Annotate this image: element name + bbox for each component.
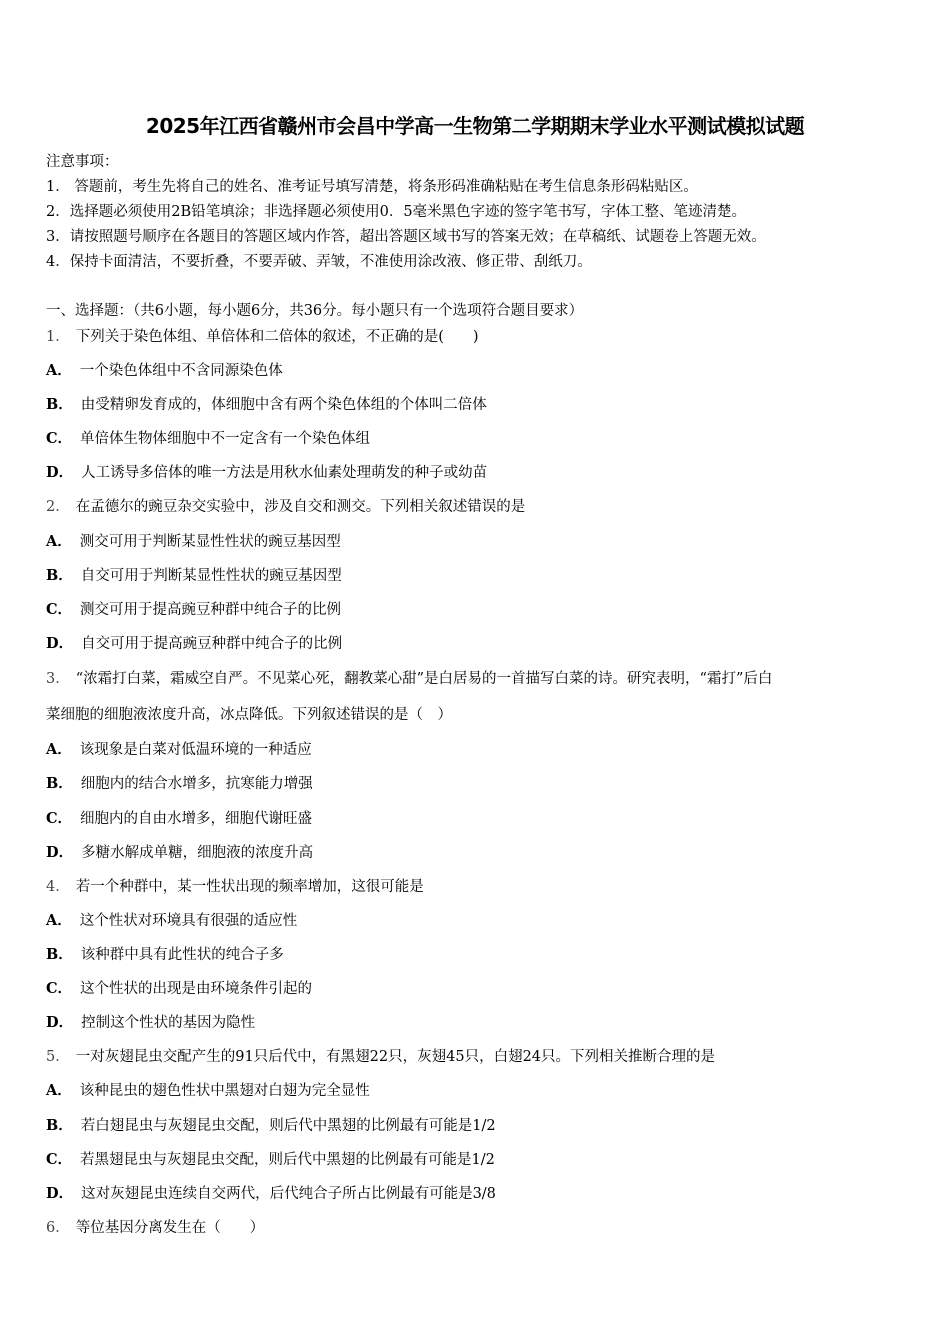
option-letter: C．: [46, 980, 73, 997]
option-letter: D．: [46, 635, 74, 652]
notice-item: 4．保持卡面清洁，不要折叠，不要弄破、弄皱，不准使用涂改液、修正带、刮纸刀。: [46, 254, 592, 270]
option-letter: D．: [46, 464, 74, 481]
option-letter: C．: [46, 430, 73, 447]
option-letter: A．: [46, 912, 72, 929]
option-letter: C．: [46, 810, 73, 827]
option-text: 人工诱导多倍体的唯一方法是用秋水仙素处理萌发的种子或幼苗: [81, 465, 488, 481]
section-heading: 一、选择题：（共6小题，每小题6分，共36分。每小题只有一个选项符合题目要求）: [46, 303, 584, 319]
option-text: 这对灰翅昆虫连续自交两代，后代纯合子所占比例最有可能是3/8: [81, 1186, 496, 1202]
question-stem: [46, 877, 424, 897]
option-letter: D．: [46, 1185, 74, 1202]
option-text: 多糖水解成单糖，细胞液的浓度升高: [81, 845, 314, 861]
question-stem: [46, 669, 772, 689]
answer-option: [46, 1013, 255, 1033]
answer-option: [46, 774, 313, 794]
question-text: 若一个种群中，某一性状出现的频率增加，这很可能是: [75, 879, 424, 895]
option-letter: C．: [46, 601, 73, 618]
question-text: “浓霜打白菜，霜威空自严。不见菜心死，翻教菜心甜”是白居易的一首描写白菜的诗。研究表明，“霜打”后白: [75, 671, 773, 687]
option-text: 若黑翅昆虫与灰翅昆虫交配，则后代中黑翅的比例最有可能是1/2: [80, 1152, 495, 1168]
option-letter: B．: [46, 775, 73, 792]
question-number: 1．: [46, 329, 70, 345]
option-letter: C．: [46, 1151, 73, 1168]
answer-option: [46, 634, 342, 654]
question-number: 5．: [46, 1049, 70, 1065]
question-text: 下列关于染色体组、单倍体和二倍体的叙述，不正确的是( ): [75, 329, 479, 345]
answer-option: [46, 463, 487, 483]
answer-option: [46, 809, 312, 829]
question-number: 4．: [46, 879, 70, 895]
answer-option: [46, 361, 283, 381]
option-text: 测交可用于判断某显性性状的豌豆基因型: [79, 534, 341, 550]
question-stem: [46, 327, 479, 347]
option-letter: A．: [46, 741, 72, 758]
question-text: 等位基因分离发生在（ ）: [75, 1220, 265, 1236]
notice-item: 2．选择题必须使用2B铅笔填涂；非选择题必须使用0．5毫米黑色字迹的签字笔书写，字体工整、笔迹清楚。: [46, 204, 747, 220]
answer-option: [46, 1150, 495, 1170]
option-letter: B．: [46, 1117, 73, 1134]
answer-option: [46, 1184, 496, 1204]
answer-option: [46, 600, 341, 620]
question-text: 一对灰翅昆虫交配产生的91只后代中，有黑翅22只，灰翅45只，白翅24只。下列相关推断合理的是: [75, 1049, 716, 1065]
option-letter: A．: [46, 362, 72, 379]
option-letter: D．: [46, 844, 74, 861]
answer-option: [46, 1081, 370, 1101]
option-letter: B．: [46, 946, 73, 963]
question-number: 2．: [46, 499, 70, 515]
answer-option: [46, 979, 312, 999]
option-text: 由受精卵发育成的，体细胞中含有两个染色体组的个体叫二倍体: [80, 397, 487, 413]
question-number: 3．: [46, 671, 70, 687]
answer-option: [46, 740, 312, 760]
option-text: 单倍体生物体细胞中不一定含有一个染色体组: [80, 431, 371, 447]
option-letter: D．: [46, 1014, 74, 1031]
option-letter: A．: [46, 1082, 72, 1099]
option-letter: B．: [46, 567, 73, 584]
option-text: 该种昆虫的翅色性状中黑翅对白翅为完全显性: [79, 1083, 370, 1099]
option-text: 该种群中具有此性状的纯合子多: [80, 947, 284, 963]
option-text: 若白翅昆虫与灰翅昆虫交配，则后代中黑翅的比例最有可能是1/2: [80, 1118, 496, 1134]
option-text: 细胞内的结合水增多，抗寒能力增强: [80, 776, 313, 792]
answer-option: [46, 395, 487, 415]
page-title: 2025年江西省赣州市会昌中学高一生物第二学期期末学业水平测试模拟试题: [145, 114, 805, 138]
option-letter: B．: [46, 396, 73, 413]
option-letter: A．: [46, 533, 72, 550]
notice-item: 3．请按照题号顺序在各题目的答题区域内作答，超出答题区域书写的答案无效；在草稿纸、试题卷上答题无效。: [46, 229, 766, 245]
answer-option: [46, 532, 341, 552]
option-text: 这个性状对环境具有很强的适应性: [79, 913, 298, 929]
notice-item: 1． 答题前，考生先将自己的姓名、准考证号填写清楚，将条形码准确粘贴在考生信息条形码粘贴区。: [46, 179, 698, 195]
answer-option: [46, 429, 370, 449]
answer-option: [46, 945, 284, 965]
answer-option: [46, 911, 297, 931]
question-number: 6．: [46, 1220, 70, 1236]
question-stem: [46, 1218, 264, 1238]
question-stem: [46, 497, 525, 517]
option-text: 细胞内的自由水增多，细胞代谢旺盛: [80, 811, 313, 827]
option-text: 这个性状的出现是由环境条件引起的: [80, 981, 313, 997]
answer-option: [46, 566, 342, 586]
option-text: 自交可用于提高豌豆种群中纯合子的比例: [81, 636, 343, 652]
answer-option: [46, 1116, 496, 1136]
option-text: 一个染色体组中不含同源染色体: [79, 363, 283, 379]
option-text: 自交可用于判断某显性性状的豌豆基因型: [80, 568, 342, 584]
option-text: 测交可用于提高豌豆种群中纯合子的比例: [80, 602, 342, 618]
question-stem: [46, 1047, 715, 1067]
answer-option: [46, 843, 313, 863]
question-stem-continued: 菜细胞的细胞液浓度升高，冰点降低。下列叙述错误的是（ ）: [46, 707, 452, 723]
option-text: 该现象是白菜对低温环境的一种适应: [79, 742, 312, 758]
notice-heading: 注意事项：: [46, 154, 119, 170]
question-text: 在孟德尔的豌豆杂交实验中，涉及自交和测交。下列相关叙述错误的是: [75, 499, 526, 515]
option-text: 控制这个性状的基因为隐性: [81, 1015, 256, 1031]
